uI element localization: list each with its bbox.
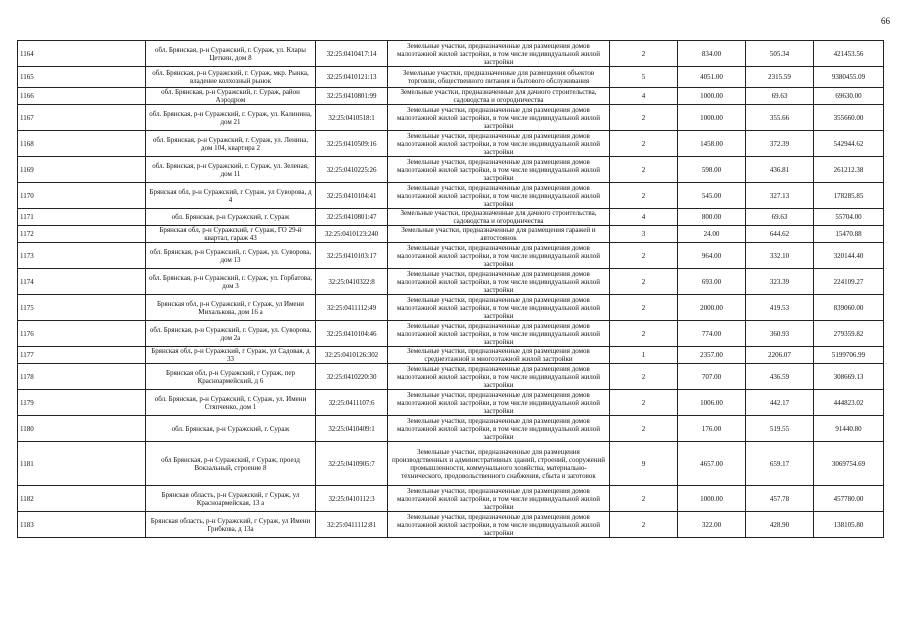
land-use-cell: Земельные участки, предназначенные для размещения гаражей и автостоянок [388,226,610,243]
cadastral-number-cell: 32:25:0410104:46 [316,321,388,347]
cadastral-number-cell: 32:25:0410322:8 [316,269,388,295]
address-cell: Брянская обл, р-н Суражский, г Сураж, ГО 29-й квартал, гараж 43 [146,226,316,243]
cadastral-value-cell: 5199706.99 [814,347,884,364]
land-use-cell: Земельные участки, предназначенные для размещения домов малоэтажной жилой застройки, в том числе индивидуальной жилой застройки [388,321,610,347]
group-number-cell: 4 [610,88,678,105]
cadastral-value-cell: 55704.00 [814,209,884,226]
cadastral-number-cell: 32:25:0410126:302 [316,347,388,364]
land-use-cell: Земельные участки, предназначенные для размещения домов малоэтажной жилой застройки, в том числе индивидуальной жилой застройки [388,131,610,157]
row-number-cell: 1171 [18,209,146,226]
specific-value-cell: 644.62 [746,226,814,243]
cadastral-number-cell: 32:25:0410225:26 [316,157,388,183]
cadastral-number-cell: 32:25:0410112:3 [316,486,388,512]
area-cell: 834.00 [678,41,746,67]
specific-value-cell: 2206.07 [746,347,814,364]
row-number-cell: 1170 [18,183,146,209]
table-row [18,416,884,442]
table-row [18,67,884,88]
area-cell: 1006.00 [678,390,746,416]
cadastral-value-cell: 91440.80 [814,416,884,442]
land-use-cell: Земельные участки, предназначенные для размещения домов малоэтажной жилой застройки, в том числе индивидуальной жилой застройки [388,364,610,390]
address-cell: Брянская область, р-н Суражский, г Сураж, ул Имени Грибкова, д 13а [146,512,316,538]
cadastral-number-cell: 32:25:0410417:14 [316,41,388,67]
cadastral-value-cell: 444823.02 [814,390,884,416]
land-use-cell: Земельные участки, предназначенные для размещения домов малоэтажной жилой застройки, в том числе индивидуальной жилой застройки [388,41,610,67]
group-number-cell: 4 [610,209,678,226]
cadastral-number-cell: 32:25:0411112:81 [316,512,388,538]
area-cell: 2000.00 [678,295,746,321]
cadastral-value-cell: 261212.38 [814,157,884,183]
cadastral-value-cell: 15470.88 [814,226,884,243]
row-number-cell: 1176 [18,321,146,347]
cadastral-number-cell: 32:25:0410121:13 [316,67,388,88]
area-cell: 964.00 [678,243,746,269]
cadastral-number-cell: 32:25:0410509:16 [316,131,388,157]
land-use-cell: Земельные участки, предназначенные для дачного строительства, садоводства и огородничества [388,209,610,226]
table-row [18,41,884,67]
table-row [18,269,884,295]
group-number-cell: 2 [610,269,678,295]
land-use-cell: Земельные участки, предназначенные для размещения домов малоэтажной жилой застройки, в том числе индивидуальной жилой застройки [388,105,610,131]
area-cell: 322.00 [678,512,746,538]
cadastral-number-cell: 32:25:0410801:47 [316,209,388,226]
specific-value-cell: 519.55 [746,416,814,442]
cadastral-number-cell: 32:25:0410905:7 [316,442,388,486]
address-cell: обл. Брянская, р-н Суражский, г. Сураж, ул. Имени Стяпченко, дом 1 [146,390,316,416]
table-body [18,41,884,538]
cadastral-value-cell: 279359.82 [814,321,884,347]
table-row [18,295,884,321]
specific-value-cell: 332.10 [746,243,814,269]
land-use-cell: Земельные участки, предназначенные для размещения производственных и административных зданий, строений, сооружений промышленности, коммунального хозяйства, материально-технического, продовольственного снабжения, сбыта и заготовок [388,442,610,486]
table-row [18,105,884,131]
row-number-cell: 1181 [18,442,146,486]
row-number-cell: 1182 [18,486,146,512]
address-cell: обл Брянская, р-н Суражский, г Сураж, проезд Вокзальный, строение 8 [146,442,316,486]
area-cell: 545.00 [678,183,746,209]
table-row [18,364,884,390]
area-cell: 1458.00 [678,131,746,157]
group-number-cell: 2 [610,321,678,347]
row-number-cell: 1165 [18,67,146,88]
specific-value-cell: 360.93 [746,321,814,347]
cadastral-value-cell: 421453.56 [814,41,884,67]
area-cell: 176.00 [678,416,746,442]
group-number-cell: 2 [610,157,678,183]
land-use-cell: Земельные участки, предназначенные для размещения домов малоэтажной жилой застройки, в том числе индивидуальной жилой застройки [388,486,610,512]
group-number-cell: 2 [610,486,678,512]
cadastral-number-cell: 32:25:0410801:99 [316,88,388,105]
row-number-cell: 1180 [18,416,146,442]
table-row [18,347,884,364]
address-cell: Брянская область, р-н Суражский, г Сураж, ул Красноармейская, 13 а [146,486,316,512]
land-use-cell: Земельные участки, предназначенные для дачного строительства, садоводства и огородничества [388,88,610,105]
table-row [18,512,884,538]
land-use-cell: Земельные участки, предназначенные для размещения домов малоэтажной жилой застройки, в том числе индивидуальной жилой застройки [388,269,610,295]
cadastral-value-cell: 9380455.09 [814,67,884,88]
specific-value-cell: 419.53 [746,295,814,321]
land-use-cell: Земельные участки, предназначенные для размещения домов среднеэтажной и многоэтажной жилой застройки [388,347,610,364]
group-number-cell: 5 [610,67,678,88]
group-number-cell: 2 [610,105,678,131]
specific-value-cell: 457.78 [746,486,814,512]
cadastral-number-cell: 32:25:0410104:41 [316,183,388,209]
specific-value-cell: 659.17 [746,442,814,486]
cadastral-value-cell: 69630.00 [814,88,884,105]
row-number-cell: 1167 [18,105,146,131]
cadastral-number-cell: 32:25:0411112:49 [316,295,388,321]
land-use-cell: Земельные участки, предназначенные для размещения объектов торговли, общественного питания и бытового обслуживания [388,67,610,88]
address-cell: обл. Брянская, р-н Суражский, г. Сураж, ул. Суворова, дом 13 [146,243,316,269]
table-row [18,131,884,157]
cadastral-value-cell: 224109.27 [814,269,884,295]
area-cell: 1000.00 [678,105,746,131]
table-row [18,486,884,512]
group-number-cell: 2 [610,364,678,390]
row-number-cell: 1175 [18,295,146,321]
row-number-cell: 1183 [18,512,146,538]
address-cell: обл. Брянская, р-н Суражский, г. Сураж [146,209,316,226]
address-cell: Брянская обл, р-н Суражский, г Сураж, ул Садовая, д 33 [146,347,316,364]
area-cell: 774.00 [678,321,746,347]
address-cell: обл. Брянская, р-н Суражский, г. Сураж, ул. Суворова, дом 2а [146,321,316,347]
area-cell: 800.00 [678,209,746,226]
area-cell: 4657.00 [678,442,746,486]
row-number-cell: 1166 [18,88,146,105]
address-cell: обл. Брянская, р-н Суражский, г. Сураж, ул. Калинина, дом 21 [146,105,316,131]
table-row [18,321,884,347]
specific-value-cell: 69.63 [746,88,814,105]
specific-value-cell: 2315.59 [746,67,814,88]
group-number-cell: 2 [610,512,678,538]
row-number-cell: 1173 [18,243,146,269]
row-number-cell: 1177 [18,347,146,364]
row-number-cell: 1172 [18,226,146,243]
address-cell: обл. Брянская, р-н Суражский, г. Сураж, мкр. Рынка, владение колхозный рынок [146,67,316,88]
cadastral-value-cell: 457780.00 [814,486,884,512]
cadastral-number-cell: 32:25:0410220:30 [316,364,388,390]
address-cell: Брянская обл, р-н Суражский, г Сураж, ул Суворова, д 4 [146,183,316,209]
group-number-cell: 9 [610,442,678,486]
specific-value-cell: 372.39 [746,131,814,157]
specific-value-cell: 442.17 [746,390,814,416]
group-number-cell: 2 [610,243,678,269]
cadastral-value-cell: 355660.00 [814,105,884,131]
cadastral-value-cell: 138105.80 [814,512,884,538]
cadastral-number-cell: 32:25:0411107:6 [316,390,388,416]
cadastral-value-cell: 178285.85 [814,183,884,209]
table-row [18,88,884,105]
address-cell: обл. Брянская, р-н Суражский, г. Сураж, ул. Ленина, дом 104, квартира 2 [146,131,316,157]
page-number: 66 [881,16,890,26]
group-number-cell: 2 [610,390,678,416]
row-number-cell: 1168 [18,131,146,157]
cadastral-value-cell: 542944.62 [814,131,884,157]
row-number-cell: 1174 [18,269,146,295]
group-number-cell: 2 [610,131,678,157]
cadastral-value-cell: 839060.00 [814,295,884,321]
address-cell: Брянская обл, р-н Суражский, г Сураж, ул Имени Михалькова, дом 16 а [146,295,316,321]
area-cell: 24.00 [678,226,746,243]
cadastral-value-cell: 3069754.69 [814,442,884,486]
area-cell: 2357.00 [678,347,746,364]
area-cell: 1000.00 [678,88,746,105]
table-row [18,390,884,416]
table-row [18,243,884,269]
specific-value-cell: 428.90 [746,512,814,538]
address-cell: обл. Брянская, р-н Суражский, г. Сураж, ул. Горбатова, дом 3 [146,269,316,295]
row-number-cell: 1169 [18,157,146,183]
land-use-cell: Земельные участки, предназначенные для размещения домов малоэтажной жилой застройки, в том числе индивидуальной жилой застройки [388,295,610,321]
address-cell: обл. Брянская, р-н Суражский, г. Сураж [146,416,316,442]
row-number-cell: 1178 [18,364,146,390]
address-cell: Брянская обл, р-н Суражский, г Сураж, пер Красноармейский, д 6 [146,364,316,390]
table-row [18,157,884,183]
land-use-cell: Земельные участки, предназначенные для размещения домов малоэтажной жилой застройки, в том числе индивидуальной жилой застройки [388,416,610,442]
area-cell: 693.00 [678,269,746,295]
address-cell: обл. Брянская, р-н Суражский, г. Сураж, ул. Зеленая, дом 11 [146,157,316,183]
cadastral-value-cell: 308669.13 [814,364,884,390]
group-number-cell: 2 [610,416,678,442]
table-row [18,183,884,209]
cadastral-number-cell: 32:25:0410123:240 [316,226,388,243]
table-row [18,442,884,486]
address-cell: обл. Брянская, р-н Суражский, г. Сураж, ул. Клары Цеткин, дом 8 [146,41,316,67]
area-cell: 4051.00 [678,67,746,88]
specific-value-cell: 69.63 [746,209,814,226]
row-number-cell: 1164 [18,41,146,67]
group-number-cell: 2 [610,295,678,321]
table-row [18,226,884,243]
specific-value-cell: 505.34 [746,41,814,67]
cadastral-value-table [17,40,884,538]
land-use-cell: Земельные участки, предназначенные для размещения домов малоэтажной жилой застройки, в том числе индивидуальной жилой застройки [388,157,610,183]
group-number-cell: 2 [610,183,678,209]
address-cell: обл. Брянская, р-н Суражский, г. Сураж, район Аэродром [146,88,316,105]
land-use-cell: Земельные участки, предназначенные для размещения домов малоэтажной жилой застройки, в том числе индивидуальной жилой застройки [388,243,610,269]
area-cell: 598.00 [678,157,746,183]
area-cell: 1000.00 [678,486,746,512]
land-use-cell: Земельные участки, предназначенные для размещения домов малоэтажной жилой застройки, в том числе индивидуальной жилой застройки [388,390,610,416]
specific-value-cell: 355.66 [746,105,814,131]
group-number-cell: 3 [610,226,678,243]
specific-value-cell: 323.39 [746,269,814,295]
specific-value-cell: 436.59 [746,364,814,390]
cadastral-number-cell: 32:25:0410103:17 [316,243,388,269]
cadastral-value-cell: 320144.40 [814,243,884,269]
group-number-cell: 2 [610,41,678,67]
cadastral-number-cell: 32:25:0410518:1 [316,105,388,131]
cadastral-number-cell: 32:25:0410409:1 [316,416,388,442]
land-use-cell: Земельные участки, предназначенные для размещения домов малоэтажной жилой застройки, в том числе индивидуальной жилой застройки [388,512,610,538]
land-use-cell: Земельные участки, предназначенные для размещения домов малоэтажной жилой застройки, в том числе индивидуальной жилой застройки [388,183,610,209]
group-number-cell: 1 [610,347,678,364]
row-number-cell: 1179 [18,390,146,416]
specific-value-cell: 436.81 [746,157,814,183]
area-cell: 707.00 [678,364,746,390]
table-row [18,209,884,226]
specific-value-cell: 327.13 [746,183,814,209]
